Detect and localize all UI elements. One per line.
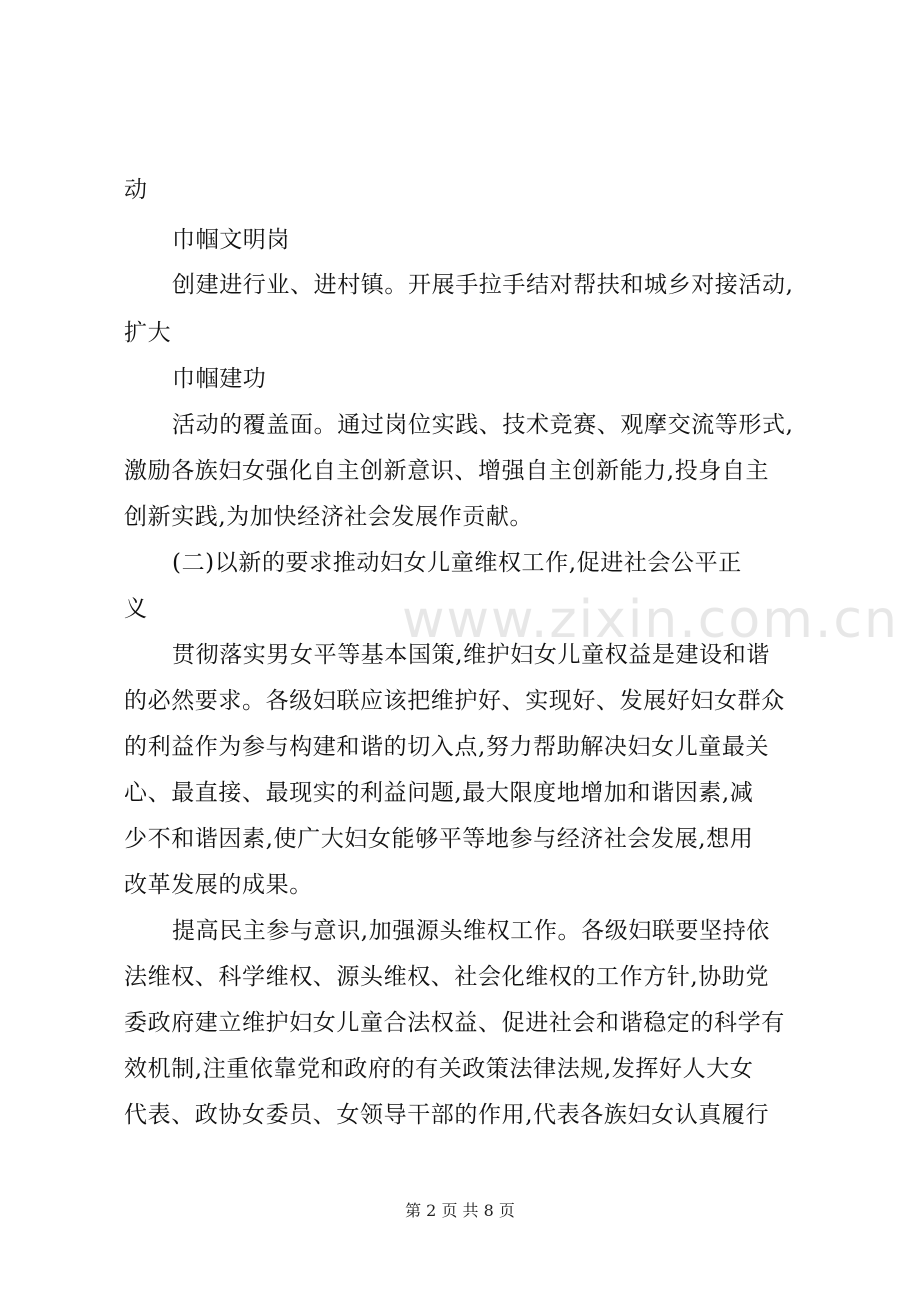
text-line-10: 义 xyxy=(124,596,148,622)
text-line-13: 的利益作为参与构建和谐的切入点,努力帮助解决妇女儿童最关 xyxy=(124,734,770,760)
page-number-footer: 第 2 页 共 8 页 xyxy=(405,1201,515,1220)
text-line-8: 创新实践,为加快经济社会发展作贡献。 xyxy=(124,504,534,530)
text-line-7: 激励各族妇女强化自主创新意识、增强自主创新能力,投身自主 xyxy=(124,458,770,484)
text-line-5: 巾帼建功 xyxy=(172,366,267,392)
text-line-2: 巾帼文明岗 xyxy=(172,227,290,253)
text-line-11: 贯彻落实男女平等基本国策,维护妇女儿童权益是建设和谐 xyxy=(172,642,770,668)
text-line-21: 代表、政协女委员、女领导干部的作用,代表各族妇女认真履行 xyxy=(124,1102,770,1128)
text-line-16: 改革发展的成果。 xyxy=(124,872,313,898)
text-line-19: 委政府建立维护妇女儿童合法权益、促进社会和谐稳定的科学有 xyxy=(124,1010,785,1036)
text-line-20: 效机制,注重依靠党和政府的有关政策法律法规,发挥好人大女 xyxy=(124,1056,754,1082)
text-line-9: (二)以新的要求推动妇女儿童维权工作,促进社会公平正 xyxy=(172,550,742,576)
text-line-18: 法维权、科学维权、源头维权、社会化维权的工作方针,协助党 xyxy=(124,964,770,990)
text-line-4: 扩大 xyxy=(124,320,172,346)
text-line-17: 提高民主参与意识,加强源头维权工作。各级妇联要坚持依 xyxy=(172,918,770,944)
text-line-15: 少不和谐因素,使广大妇女能够平等地参与经济社会发展,想用 xyxy=(124,826,754,852)
text-line-1: 动 xyxy=(124,177,148,203)
text-line-12: 的必然要求。各级妇联应该把维护好、实现好、发展好妇女群众 xyxy=(124,688,785,714)
text-line-6: 活动的覆盖面。通过岗位实践、技术竞赛、观摩交流等形式, xyxy=(172,412,794,438)
text-line-3: 创建进行业、进村镇。开展手拉手结对帮扶和城乡对接活动, xyxy=(172,272,794,298)
watermark: www.zixin.com.cn xyxy=(402,590,899,650)
text-line-14: 心、最直接、最现实的利益问题,最大限度地增加和谐因素,减 xyxy=(124,780,754,806)
